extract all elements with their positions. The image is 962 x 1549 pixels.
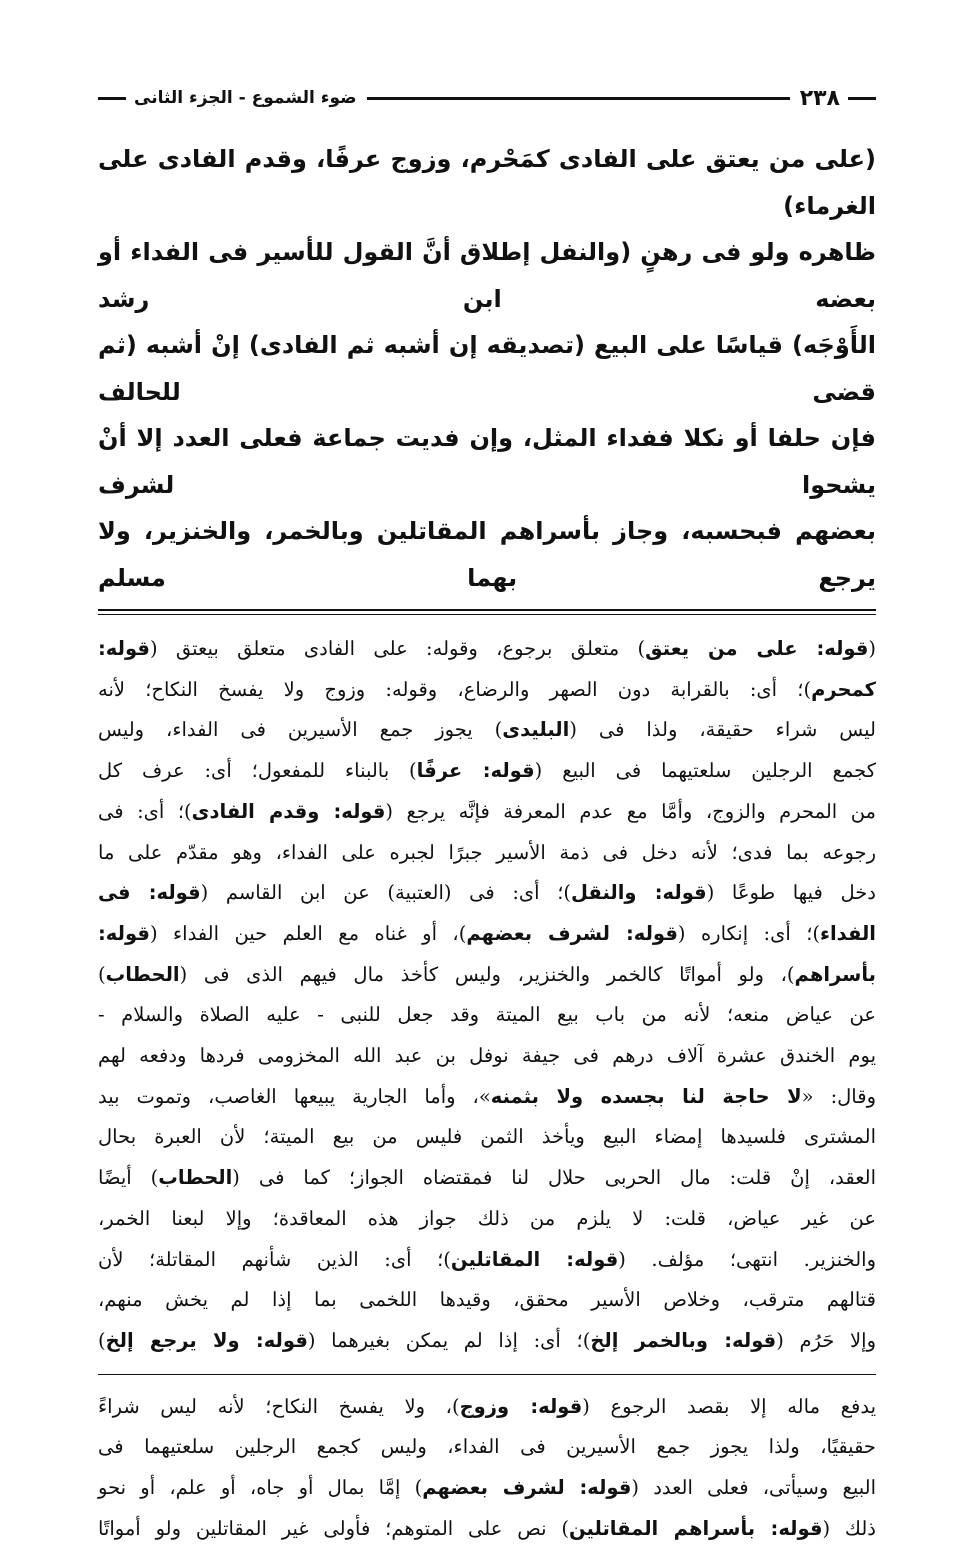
text-run: ) نص على المتوهم؛ فأولى غير المقاتلين ولو أمواتًا [98, 1516, 569, 1540]
bold-quote: قوله: وقدم الفادى [191, 799, 386, 823]
commentary-line [98, 873, 876, 914]
text-run: )؛ أى: بالقرابة دون الصهر والرضاع، وقوله: وزوج ولا يفسخ النكاح؛ لأنه [98, 677, 812, 701]
main-text-line: (على من يعتق على الفادى كمَحْرم، وزوج عرفًا، وقدم الفادى على الغرماء) [98, 145, 876, 220]
header-dash [98, 97, 126, 100]
bold-quote: قوله: [98, 921, 150, 945]
main-text-line: بعضهم فبحسبه، وجاز بأسراهم المقاتلين وبالخمر، والخنزير، ولا يرجع بهما مسلم [98, 517, 876, 592]
header-rule [367, 97, 790, 100]
commentary-line [98, 1117, 876, 1158]
bold-quote: قوله: على من يعتق [645, 637, 869, 660]
footnote-line [98, 1509, 876, 1549]
footnote-line [98, 1427, 876, 1468]
text-run: حقيقيًا، ولذا يجوز جمع الأسيرين فى الفداء، وليس كجمع الرجلين سلعتيهما فى [98, 1435, 876, 1459]
text-run: كجمع الرجلين سلعتيهما فى البيع ( [534, 759, 876, 783]
commentary-line [98, 670, 876, 711]
text-run: ) إمَّا بمال أو جاه، أو علم، أو نحو [98, 1476, 423, 1500]
text-run: العقد، إنْ قلت: مال الحربى حلال لنا فمقتضاه الجواز؛ كما فى ( [232, 1166, 876, 1190]
header-dash [848, 97, 876, 100]
text-run: )، أو غناه مع العلم حين الفداء ( [149, 921, 467, 945]
page-header [98, 78, 876, 118]
bold-quote: قوله: وزوج [459, 1394, 583, 1418]
footnote-divider [98, 1374, 876, 1375]
bold-quote: قوله: عرفًا [416, 759, 535, 783]
text-run: )، ولا يفسخ النكاح؛ لأنه ليس شراءً [98, 1394, 460, 1418]
bold-quote: قوله: فى [98, 881, 201, 905]
bold-quote: الفداء [820, 921, 876, 945]
bold-quote: قوله: لشرف بعضهم [422, 1476, 632, 1500]
text-run: عن غير عياض، قلت: لا يلزم من ذلك جواز هذه المعاقدة؛ وإلا لبعنا الخمر، [98, 1206, 876, 1230]
text-run: ( [868, 637, 876, 660]
bold-quote: قوله: بأسراهم المقاتلين [569, 1516, 823, 1540]
commentary [98, 629, 876, 1362]
text-run: )؛ أى: إنكاره ( [677, 921, 821, 945]
commentary-line [98, 833, 876, 874]
text-run: يدفع ماله إلا بقصد الرجوع ( [582, 1394, 876, 1418]
footnote-line [98, 1387, 876, 1428]
main-text-line: فإن حلفا أو نكلا ففداء المثل، وإن فديت جماعة فعلى العدد إلا أنْ يشحوا لشرف [98, 424, 876, 499]
main-text-line: ظاهره ولو فى رهنٍ (والنفل إطلاق أنَّ القول للأسير فى الفداء أو بعضه ابن رشد [98, 238, 876, 313]
bold-quote: لا حاجة لنا بجسده ولا بثمنه [490, 1084, 802, 1108]
commentary-line [98, 751, 876, 792]
text-run: )؛ أى: إذا لم يمكن بغيرهما ( [307, 1328, 591, 1352]
text-run: قتالهم مترقب، وخلاص الأسير محقق، وقيدها اللخمى بما إذا لم يخش منهم، [98, 1288, 876, 1312]
text-run: ) [98, 962, 106, 986]
commentary-line [98, 1280, 876, 1321]
commentary-line [98, 995, 876, 1036]
bold-quote: بأسراهم [794, 962, 876, 986]
text-run: ) بالبناء للمفعول؛ أى: عرف كل [98, 759, 417, 783]
bold-quote: قوله: المقاتلين [450, 1247, 619, 1271]
text-run: البيع وسيأتى، فعلى العدد ( [631, 1476, 876, 1500]
text-run: )؛ أى: فى [98, 799, 192, 823]
book-page [98, 78, 876, 1540]
text-run: ) [98, 1328, 106, 1352]
text-run: المشترى فلسيدها إمضاء البيع ويأخذ الثمن فليس من بيع الميتة؛ لأن العبرة بحال [98, 1125, 876, 1149]
bold-quote: الحطاب [158, 1166, 233, 1190]
text-run: ليس شراء حقيقة، ولذا فى ( [569, 718, 876, 742]
text-run: ) أيضًا [98, 1166, 159, 1190]
text-run: »، وأما الجارية يبيعها الغاصب، وتموت بيد [98, 1084, 491, 1108]
main-text-line: الأَوْجَه) قياسًا على البيع (تصديقه إن أشبه ثم الفادى) إنْ أشبه (ثم قضى للحالف [98, 331, 876, 406]
text-run: )؛ أى: الذين شأنهم المقاتلة؛ لأن [98, 1247, 451, 1271]
bold-quote: الحطاب [105, 962, 180, 986]
commentary-line [98, 1321, 876, 1362]
commentary-line [98, 792, 876, 833]
bold-quote: كمحرم [811, 677, 876, 701]
main-text [98, 136, 876, 601]
commentary-line [98, 1158, 876, 1199]
text-run: يوم الخندق عشرة آلاف درهم فى جيفة نوفل بن عبد الله المخزومى فردها ودفعه لهم [98, 1044, 876, 1068]
text-run: )، ولو أمواتًا كالخمر والخنزير، وليس كأخذ مال فيهم الذى فى ( [179, 962, 795, 986]
running-title: ضوء الشموع - الجزء الثانى [134, 88, 357, 108]
bold-quote: قوله: [98, 637, 150, 660]
commentary-line [98, 710, 876, 751]
text-run: )؛ أى: فى (العتبية) عن ابن القاسم ( [200, 881, 572, 905]
text-run: ) متعلق برجوع، وقوله: على الفادى متعلق بيعتق ( [149, 637, 646, 660]
bold-quote: قوله: لشرف بعضهم [466, 921, 678, 945]
text-run: وقال: « [801, 1084, 876, 1108]
page-number: ٢٣٨ [799, 85, 840, 111]
text-run: من المحرم والزوج، وأمَّا مع عدم المعرفة فإنَّه يرجع ( [385, 799, 876, 823]
text-run: والخنزير. انتهى؛ مؤلف. ( [618, 1247, 876, 1271]
bold-quote: قوله: ولا يرجع إلخ [105, 1328, 308, 1352]
commentary-line [98, 629, 876, 670]
commentary-line [98, 1199, 876, 1240]
text-run: وإلا حَرُم ( [776, 1328, 876, 1352]
commentary-line [98, 955, 876, 996]
section-divider [98, 609, 876, 615]
commentary-line [98, 1077, 876, 1118]
text-run: ذلك ( [822, 1516, 876, 1540]
text-run: عن عياض منعه؛ لأنه من باب بيع الميتة وقد جعل للنبى - عليه الصلاة والسلام - [98, 1003, 876, 1027]
footnote [98, 1387, 876, 1549]
bold-quote: قوله: والنقل [571, 881, 707, 905]
text-run: ) يجوز جمع الأسيرين فى الفداء، وليس [98, 718, 503, 742]
bold-quote: قوله: وبالخمر إلخ [590, 1328, 777, 1352]
footnote-line [98, 1468, 876, 1509]
commentary-line [98, 1036, 876, 1077]
text-run: رجوعه بما فدى؛ لأنه دخل فى ذمة الأسير جبرًا لجبره على الفداء، وهو مقدّم على ما [98, 840, 876, 864]
commentary-line [98, 914, 876, 955]
commentary-line [98, 1240, 876, 1281]
bold-quote: البليدى [502, 718, 570, 742]
text-run: دخل فيها طوعًا ( [706, 881, 876, 905]
